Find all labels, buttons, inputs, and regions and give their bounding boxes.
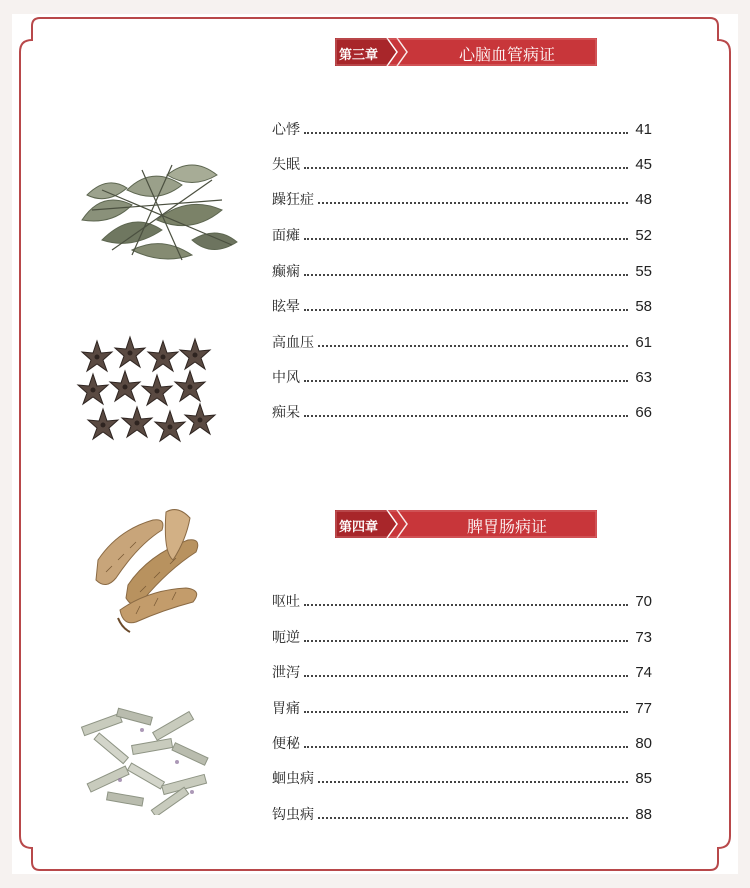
toc-entry-title: 蛔虫病 [272, 771, 314, 787]
toc-entry-title: 眩晕 [272, 299, 300, 315]
toc-entry-title: 面瘫 [272, 228, 300, 244]
toc-entry-title: 中风 [272, 370, 300, 386]
toc-entry-title: 痴呆 [272, 405, 300, 421]
dot-leader [304, 711, 628, 713]
dried-root-image [78, 500, 213, 635]
toc-entry[interactable] [272, 153, 652, 175]
toc-entry[interactable] [272, 295, 652, 317]
toc-entry-page: 48 [635, 191, 652, 208]
toc-entry-title: 呕吐 [272, 594, 300, 610]
toc-entry-page: 77 [635, 700, 652, 717]
toc-entry-page: 45 [635, 156, 652, 173]
toc-entry-title: 钩虫病 [272, 807, 314, 823]
chapter-header-4 [335, 510, 597, 538]
toc-entry-title: 失眠 [272, 157, 300, 173]
toc-entry-page: 55 [635, 263, 652, 280]
toc-entry[interactable] [272, 188, 652, 210]
dot-leader [318, 781, 628, 783]
dot-leader [318, 817, 628, 819]
toc-entry-page: 80 [635, 735, 652, 752]
toc-entry-title: 躁狂症 [272, 192, 314, 208]
chapter-title: 脾胃肠病证 [466, 517, 547, 536]
dot-leader [304, 309, 628, 311]
dot-leader [304, 380, 628, 382]
star-anise-image [75, 335, 220, 450]
dot-leader [304, 167, 628, 169]
toc-entry-page: 61 [635, 334, 652, 351]
dot-leader [304, 675, 628, 677]
toc-entry-title: 癫痫 [272, 264, 300, 280]
toc-entry-page: 52 [635, 227, 652, 244]
dot-leader [304, 746, 628, 748]
cut-stems-image [72, 700, 222, 815]
chapter-title: 心脑血管病证 [458, 45, 555, 64]
dot-leader [304, 604, 628, 606]
toc-entry-page: 66 [635, 404, 652, 421]
toc-entry[interactable] [272, 767, 652, 789]
toc-entry[interactable] [272, 732, 652, 754]
chapter-number: 第四章 [339, 520, 379, 535]
toc-entry-title: 呃逆 [272, 630, 300, 646]
toc-entry-page: 41 [635, 121, 652, 138]
dot-leader [304, 415, 628, 417]
toc-entry-page: 63 [635, 369, 652, 386]
dot-leader [304, 132, 628, 134]
toc-entry-page: 74 [635, 664, 652, 681]
toc-entry[interactable] [272, 331, 652, 353]
toc-entry[interactable] [272, 803, 652, 825]
toc-entry[interactable] [272, 118, 652, 140]
toc-entry-title: 高血压 [272, 335, 314, 351]
dried-herb-leaves-image [72, 150, 242, 270]
toc-entry-page: 70 [635, 593, 652, 610]
toc-entry-page: 85 [635, 770, 652, 787]
toc-entry-page: 73 [635, 629, 652, 646]
toc-entry-title: 胃痛 [272, 701, 300, 717]
chapter-header-3 [335, 38, 597, 66]
toc-entry[interactable] [272, 401, 652, 423]
toc-entry-title: 便秘 [272, 736, 300, 752]
toc-entry[interactable] [272, 260, 652, 282]
chapter-number: 第三章 [339, 48, 379, 63]
toc-entry-page: 58 [635, 298, 652, 315]
toc-entry[interactable] [272, 366, 652, 388]
toc-entry-page: 88 [635, 806, 652, 823]
toc-entry[interactable] [272, 661, 652, 683]
toc-entry[interactable] [272, 224, 652, 246]
dot-leader [318, 202, 628, 204]
dot-leader [318, 345, 628, 347]
toc-entry[interactable] [272, 590, 652, 612]
toc-entry[interactable] [272, 626, 652, 648]
dot-leader [304, 274, 628, 276]
toc-entry-title: 泄泻 [272, 665, 300, 681]
toc-entry-title: 心悸 [272, 122, 300, 138]
toc-entry[interactable] [272, 697, 652, 719]
dot-leader [304, 640, 628, 642]
dot-leader [304, 238, 628, 240]
